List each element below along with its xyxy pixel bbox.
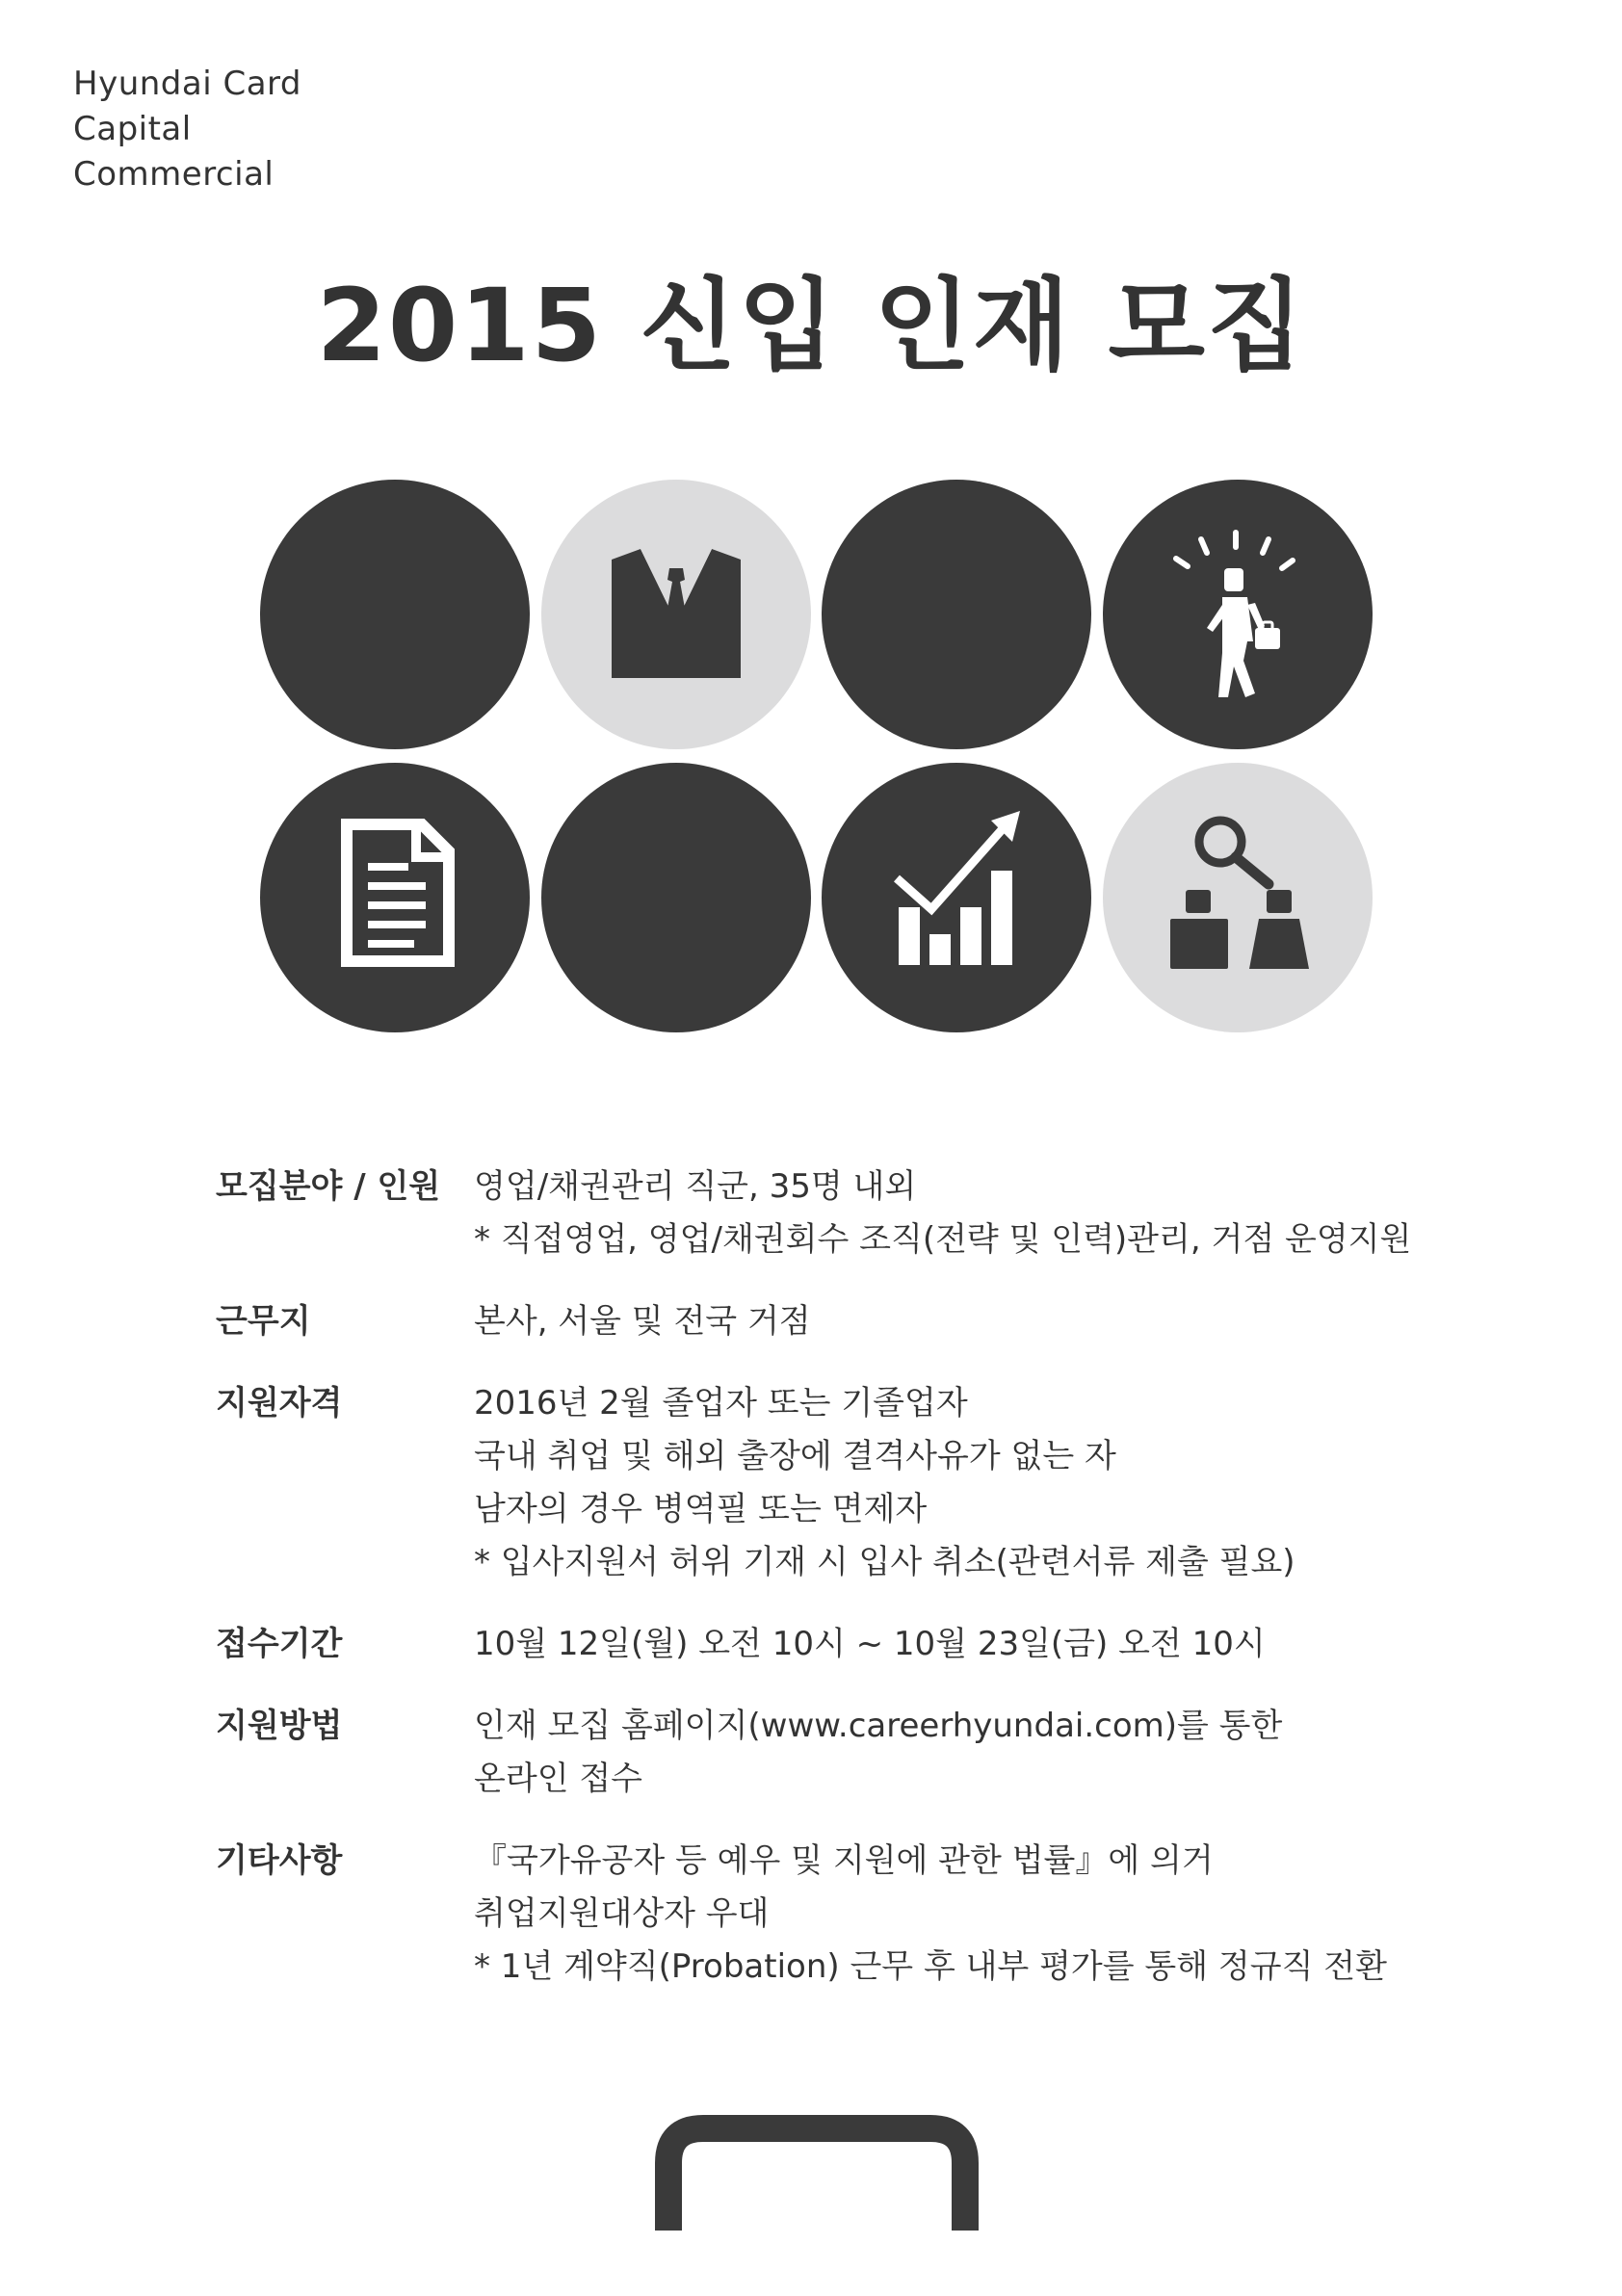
info-line: 인재 모집 홈페이지(www.careerhyundai.com)를 통한	[474, 1707, 1283, 1745]
growth-chart-circle	[822, 763, 1091, 1032]
info-line: 온라인 접수	[474, 1760, 643, 1798]
info-row-location	[216, 1295, 1411, 1348]
info-line: * 입사지원서 허위 기재 시 입사 취소(관련서류 제출 필요)	[474, 1543, 1295, 1581]
brand-line-2: Capital	[73, 110, 192, 148]
info-row-etc	[216, 1835, 1411, 1994]
info-line: 국내 취업 및 해외 출장에 결격사유가 없는 자	[474, 1437, 1116, 1475]
info-label: 모집분야 / 인원	[216, 1167, 441, 1206]
interview-search-icon	[1103, 763, 1373, 1032]
info-label: 기타사항	[216, 1841, 343, 1880]
info-line: 취업지원대상자 우대	[474, 1894, 770, 1933]
info-row-qualification	[216, 1377, 1411, 1589]
page-title: 2015 신입 인재 모집	[316, 267, 1306, 384]
info-label: 지원방법	[216, 1707, 343, 1745]
briefcase-handle-icon	[655, 2115, 979, 2231]
blank-circle-3	[541, 763, 811, 1032]
info-line: 영업/채권관리 직군, 35명 내외	[474, 1167, 917, 1206]
info-line: * 1년 계약직(Probation) 근무 후 내부 평가를 통해 정규직 전환	[474, 1947, 1387, 1986]
info-line: 10월 12일(월) 오전 10시 ~ 10월 23일(금) 오전 10시	[474, 1625, 1266, 1663]
info-label: 접수기간	[216, 1625, 343, 1663]
info-row-field	[216, 1161, 1411, 1266]
info-label: 근무지	[216, 1302, 311, 1341]
businessman-walking-icon	[1103, 480, 1373, 749]
blank-circle-2	[822, 480, 1091, 749]
businessman-circle	[1103, 480, 1373, 749]
document-circle	[260, 763, 530, 1032]
document-icon	[260, 763, 530, 1032]
suit-icon	[541, 480, 811, 749]
info-line: 『국가유공자 등 예우 및 지원에 관한 법률』에 의거	[474, 1841, 1214, 1880]
info-row-method	[216, 1700, 1411, 1806]
interview-circle	[1103, 763, 1373, 1032]
info-line: 본사, 서울 및 전국 거점	[474, 1302, 811, 1341]
blank-circle-1	[260, 480, 530, 749]
brand-logo-text	[73, 62, 301, 197]
info-row-period	[216, 1618, 1411, 1671]
info-label: 지원자격	[216, 1384, 343, 1422]
growth-chart-icon	[822, 763, 1091, 1032]
suit-circle	[541, 480, 811, 749]
brand-line-1: Hyundai Card	[73, 65, 301, 103]
brand-line-3: Commercial	[73, 155, 275, 194]
recruitment-info	[216, 1161, 1411, 2022]
info-line: 남자의 경우 병역필 또는 면제자	[474, 1490, 928, 1528]
info-line: * 직접영업, 영업/채권회수 조직(전략 및 인력)관리, 거점 운영지원	[474, 1220, 1412, 1259]
info-line: 2016년 2월 졸업자 또는 기졸업자	[474, 1384, 968, 1422]
